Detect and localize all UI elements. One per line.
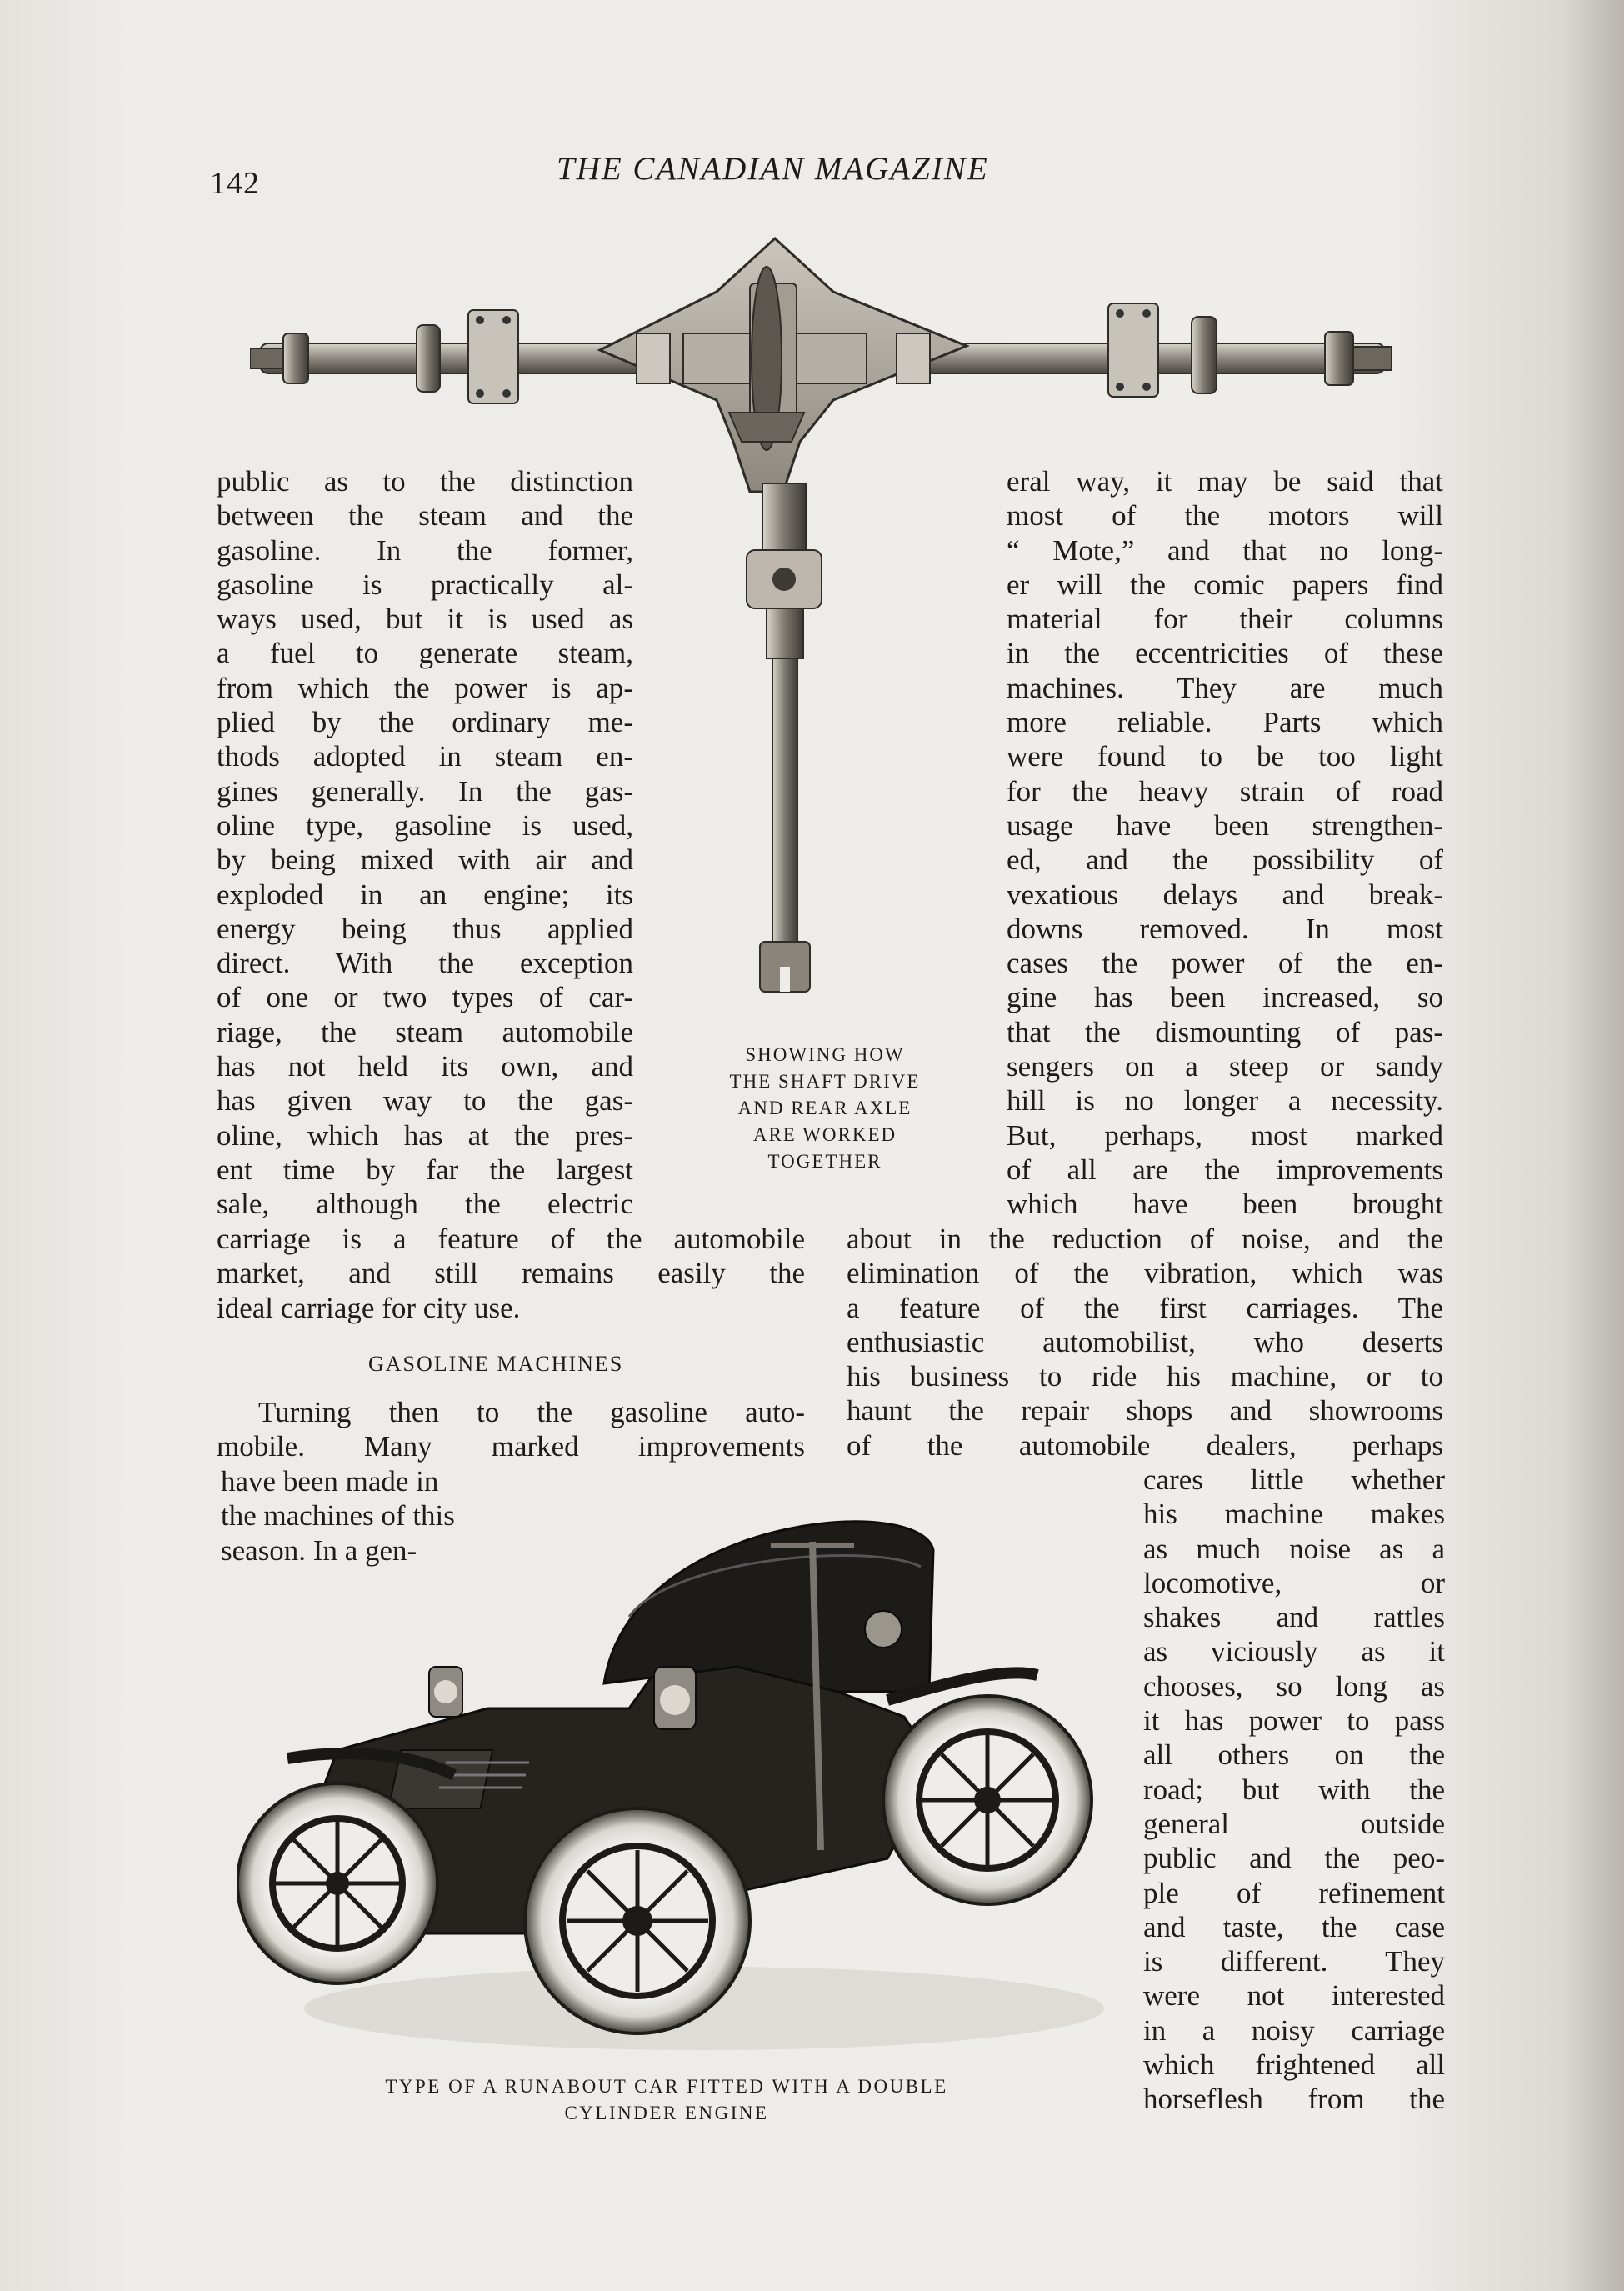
text-line: ways used, but it is used as xyxy=(217,603,633,636)
text-line: by being mixed with air and xyxy=(217,843,633,877)
text-line: ple of refinement xyxy=(1143,1876,1445,1909)
text-line: the machines of this xyxy=(221,1499,455,1533)
text-line: has given way to the gas- xyxy=(217,1084,633,1118)
text-line: that the dismounting of pas- xyxy=(1007,1015,1443,1048)
axle-caption xyxy=(700,1042,950,1175)
text-line: haunt the repair shops and showrooms xyxy=(847,1394,1443,1428)
text-line: downs removed. In most xyxy=(1007,912,1443,945)
text-line: gine has been increased, so xyxy=(1007,981,1443,1014)
right-column-wide xyxy=(847,1222,1443,1463)
text-line: gasoline. In the former, xyxy=(217,533,633,567)
text-line: sale, although the electric xyxy=(217,1188,633,1221)
text-line: ent time by far the largest xyxy=(217,1153,633,1186)
text-line: gines generally. In the gas- xyxy=(217,774,633,808)
front-right-wheel xyxy=(525,1808,750,2033)
text-line: a feature of the first carriages. The xyxy=(847,1291,1443,1324)
text-line: which frightened all xyxy=(1143,2048,1445,2082)
text-line: But, perhaps, most marked xyxy=(1007,1118,1443,1152)
text-line: oline, which has at the pres- xyxy=(217,1118,633,1152)
text-line: were not interested xyxy=(1143,1979,1445,2013)
text-line: plied by the ordinary me- xyxy=(217,706,633,739)
left-column-top xyxy=(217,464,633,1222)
text-line: Turning then to the gasoline auto- xyxy=(258,1396,805,1428)
text-line: of one or two types of car- xyxy=(217,981,633,1014)
text-line: were found to be too light xyxy=(1007,740,1443,773)
text-line: most of the motors will xyxy=(1007,499,1443,533)
section-heading: GASOLINE MACHINES xyxy=(368,1352,624,1376)
text-line: eral way, it may be said that xyxy=(1007,465,1443,498)
text-line: direct. With the exception xyxy=(217,947,633,980)
text-line: cases the power of the en- xyxy=(1007,947,1443,980)
text-line: season. In a gen- xyxy=(221,1533,417,1567)
text-line: er will the comic papers find xyxy=(1007,568,1443,601)
right-column-top xyxy=(1007,464,1443,1222)
text-line: chooses, so long as xyxy=(1143,1669,1445,1703)
text-line: public as to the distinction xyxy=(217,465,633,498)
text-line: locomotive, or xyxy=(1143,1566,1445,1599)
text-line: is different. They xyxy=(1143,1945,1445,1978)
text-line: ideal carriage for city use. xyxy=(217,1291,521,1324)
text-line: road; but with the xyxy=(1143,1773,1445,1806)
text-line: market, and still remains easily the xyxy=(217,1257,805,1290)
text-line: vexatious delays and break- xyxy=(1007,878,1443,911)
left-column-wide xyxy=(217,1222,805,1325)
text-line: for the heavy strain of road xyxy=(1007,774,1443,808)
text-line: enthusiastic automobilist, who deserts xyxy=(847,1325,1443,1358)
text-line: of the automobile dealers, perhaps xyxy=(847,1428,1443,1462)
text-line: sengers on a steep or sandy xyxy=(1007,1050,1443,1083)
text-line: public and the peo- xyxy=(1143,1842,1445,1875)
text-line: in the eccentricities of these xyxy=(1007,637,1443,670)
text-line: thods adopted in steam en- xyxy=(217,740,633,773)
text-line: a fuel to generate steam, xyxy=(217,637,633,670)
text-line: material for their columns xyxy=(1007,603,1443,636)
text-line: hill is no longer a necessity. xyxy=(1007,1084,1443,1118)
car-caption xyxy=(300,2073,1033,2127)
text-line: riage, the steam automobile xyxy=(217,1015,633,1048)
text-line: elimination of the vibration, which was xyxy=(847,1257,1443,1290)
caption-line: SHOWING HOW xyxy=(745,1044,905,1065)
text-line: has not held its own, and xyxy=(217,1050,633,1083)
text-line: mobile. Many marked improvements xyxy=(217,1430,805,1463)
text-line: from which the power is ap- xyxy=(217,671,633,704)
text-line: between the steam and the xyxy=(217,499,633,533)
text-line: exploded in an engine; its xyxy=(217,878,633,911)
caption-line: AND REAR AXLE xyxy=(737,1098,912,1118)
text-line: cares little whether xyxy=(1143,1463,1445,1496)
runabout-car-illustration xyxy=(237,1500,1104,2067)
text-line: general outside xyxy=(1143,1807,1445,1840)
text-line: and taste, the case xyxy=(1143,1910,1445,1943)
rear-right-wheel xyxy=(883,1696,1092,1904)
left-column-bottom xyxy=(217,1395,805,1464)
text-line: gasoline is practically al- xyxy=(217,568,633,601)
text-line: horseflesh from the xyxy=(1143,2083,1445,2116)
text-line: of all are the improvements xyxy=(1007,1153,1443,1186)
text-line: all others on the xyxy=(1143,1738,1445,1772)
page-number: 142 xyxy=(210,166,260,201)
front-left-wheel xyxy=(237,1783,437,1983)
caption-line: TYPE OF A RUNABOUT CAR FITTED WITH A DOUBLE xyxy=(385,2076,948,2097)
text-line: his machine makes xyxy=(1143,1498,1445,1531)
text-line: more reliable. Parts which xyxy=(1007,706,1443,739)
text-line: machines. They are much xyxy=(1007,671,1443,704)
text-line: about in the reduction of noise, and the xyxy=(847,1223,1443,1255)
text-line: his business to ride his machine, or to xyxy=(847,1360,1443,1393)
text-line: have been made in xyxy=(221,1465,439,1498)
text-line: “ Mote,” and that no long- xyxy=(1007,533,1443,567)
text-line: as viciously as it xyxy=(1143,1635,1445,1668)
text-line: in a noisy carriage xyxy=(1143,2013,1445,2047)
caption-line: TOGETHER xyxy=(767,1151,882,1172)
text-line: oline type, gasoline is used, xyxy=(217,808,633,842)
right-column-narrow xyxy=(1143,1463,1445,2117)
caption-line: CYLINDER ENGINE xyxy=(564,2103,769,2123)
caption-line: ARE WORKED xyxy=(752,1124,897,1145)
text-line: it has power to pass xyxy=(1143,1704,1445,1738)
text-line: which have been brought xyxy=(1007,1188,1443,1221)
caption-line: THE SHAFT DRIVE xyxy=(729,1071,921,1092)
text-line: carriage is a feature of the automobile xyxy=(217,1223,805,1255)
text-line: as much noise as a xyxy=(1143,1532,1445,1565)
text-line: usage have been strengthen- xyxy=(1007,808,1443,842)
text-line: shakes and rattles xyxy=(1143,1601,1445,1634)
running-title: THE CANADIAN MAGAZINE xyxy=(557,151,989,187)
text-line: energy being thus applied xyxy=(217,912,633,945)
text-line: ed, and the possibility of xyxy=(1007,843,1443,877)
